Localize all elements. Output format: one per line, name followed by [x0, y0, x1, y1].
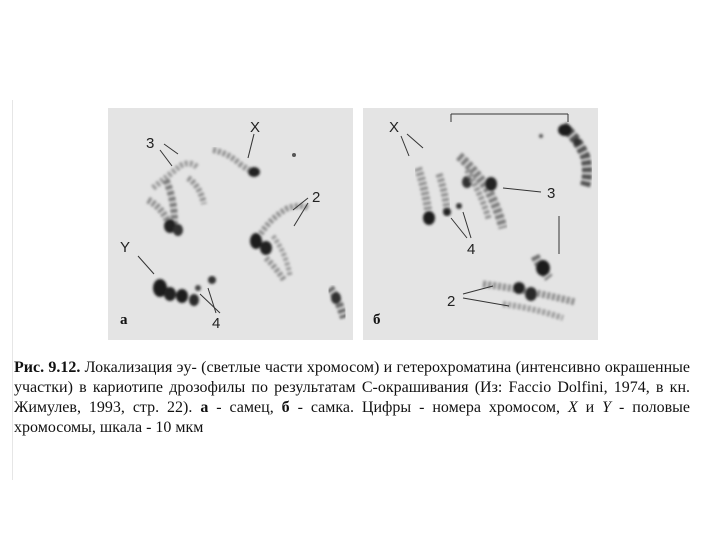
- label-4-b: 4: [467, 241, 476, 258]
- caption-b-letter: б: [281, 399, 290, 416]
- caption-text-3: - самка. Цифры - номера хромосом,: [289, 399, 568, 416]
- caption-text-5: - половые хромосомы, шкала - 10 мкм: [14, 399, 691, 436]
- label-x-a: X: [250, 119, 261, 136]
- label-3-b: 3: [547, 185, 556, 202]
- chromosome-4-a: [195, 276, 216, 291]
- caption-text-2: - самец,: [208, 399, 282, 416]
- chromosome-2-b: [483, 256, 575, 318]
- left-rule: [12, 100, 13, 480]
- panel-letter-b: б: [373, 312, 381, 328]
- caption-a-letter: а: [200, 399, 209, 416]
- label-3-a: 3: [146, 135, 155, 152]
- chromosome-3-b: [459, 156, 503, 228]
- label-x-b: X: [389, 119, 400, 136]
- chromosome-x-a: [213, 150, 260, 177]
- chromosomes-x-b: [418, 168, 447, 225]
- label-2-a: 2: [312, 189, 321, 206]
- micrograph-panel-a: [108, 108, 353, 340]
- micrograph-a-image: [108, 108, 353, 340]
- chromosome-y-a: [153, 279, 199, 306]
- caption-label: Рис. 9.12.: [14, 359, 81, 376]
- label-y-a: Y: [120, 239, 131, 256]
- scale-bar: [451, 114, 568, 122]
- micrograph-b-image: [363, 108, 598, 340]
- caption-text-4: и: [577, 399, 603, 416]
- panel-letter-a: а: [120, 312, 128, 328]
- label-2-b: 2: [447, 293, 456, 310]
- caption-y-symbol: Y: [602, 399, 612, 416]
- caption-text-1: Локализация эу- (светлые части хромосом) и гетерохроматина (интенсивно окрашенные участки) в кариотипе дрозофилы по результатам С-окрашивания (Из: Faccio Dolfini, 1974, в кн. Жимулев, 1993, стр. 22).: [14, 359, 691, 416]
- caption-x-symbol: X: [567, 399, 578, 416]
- label-4-a: 4: [212, 315, 221, 332]
- figure-caption: [14, 358, 690, 438]
- chromosome-3-a: [148, 163, 204, 236]
- micrograph-panel-b: [363, 108, 598, 340]
